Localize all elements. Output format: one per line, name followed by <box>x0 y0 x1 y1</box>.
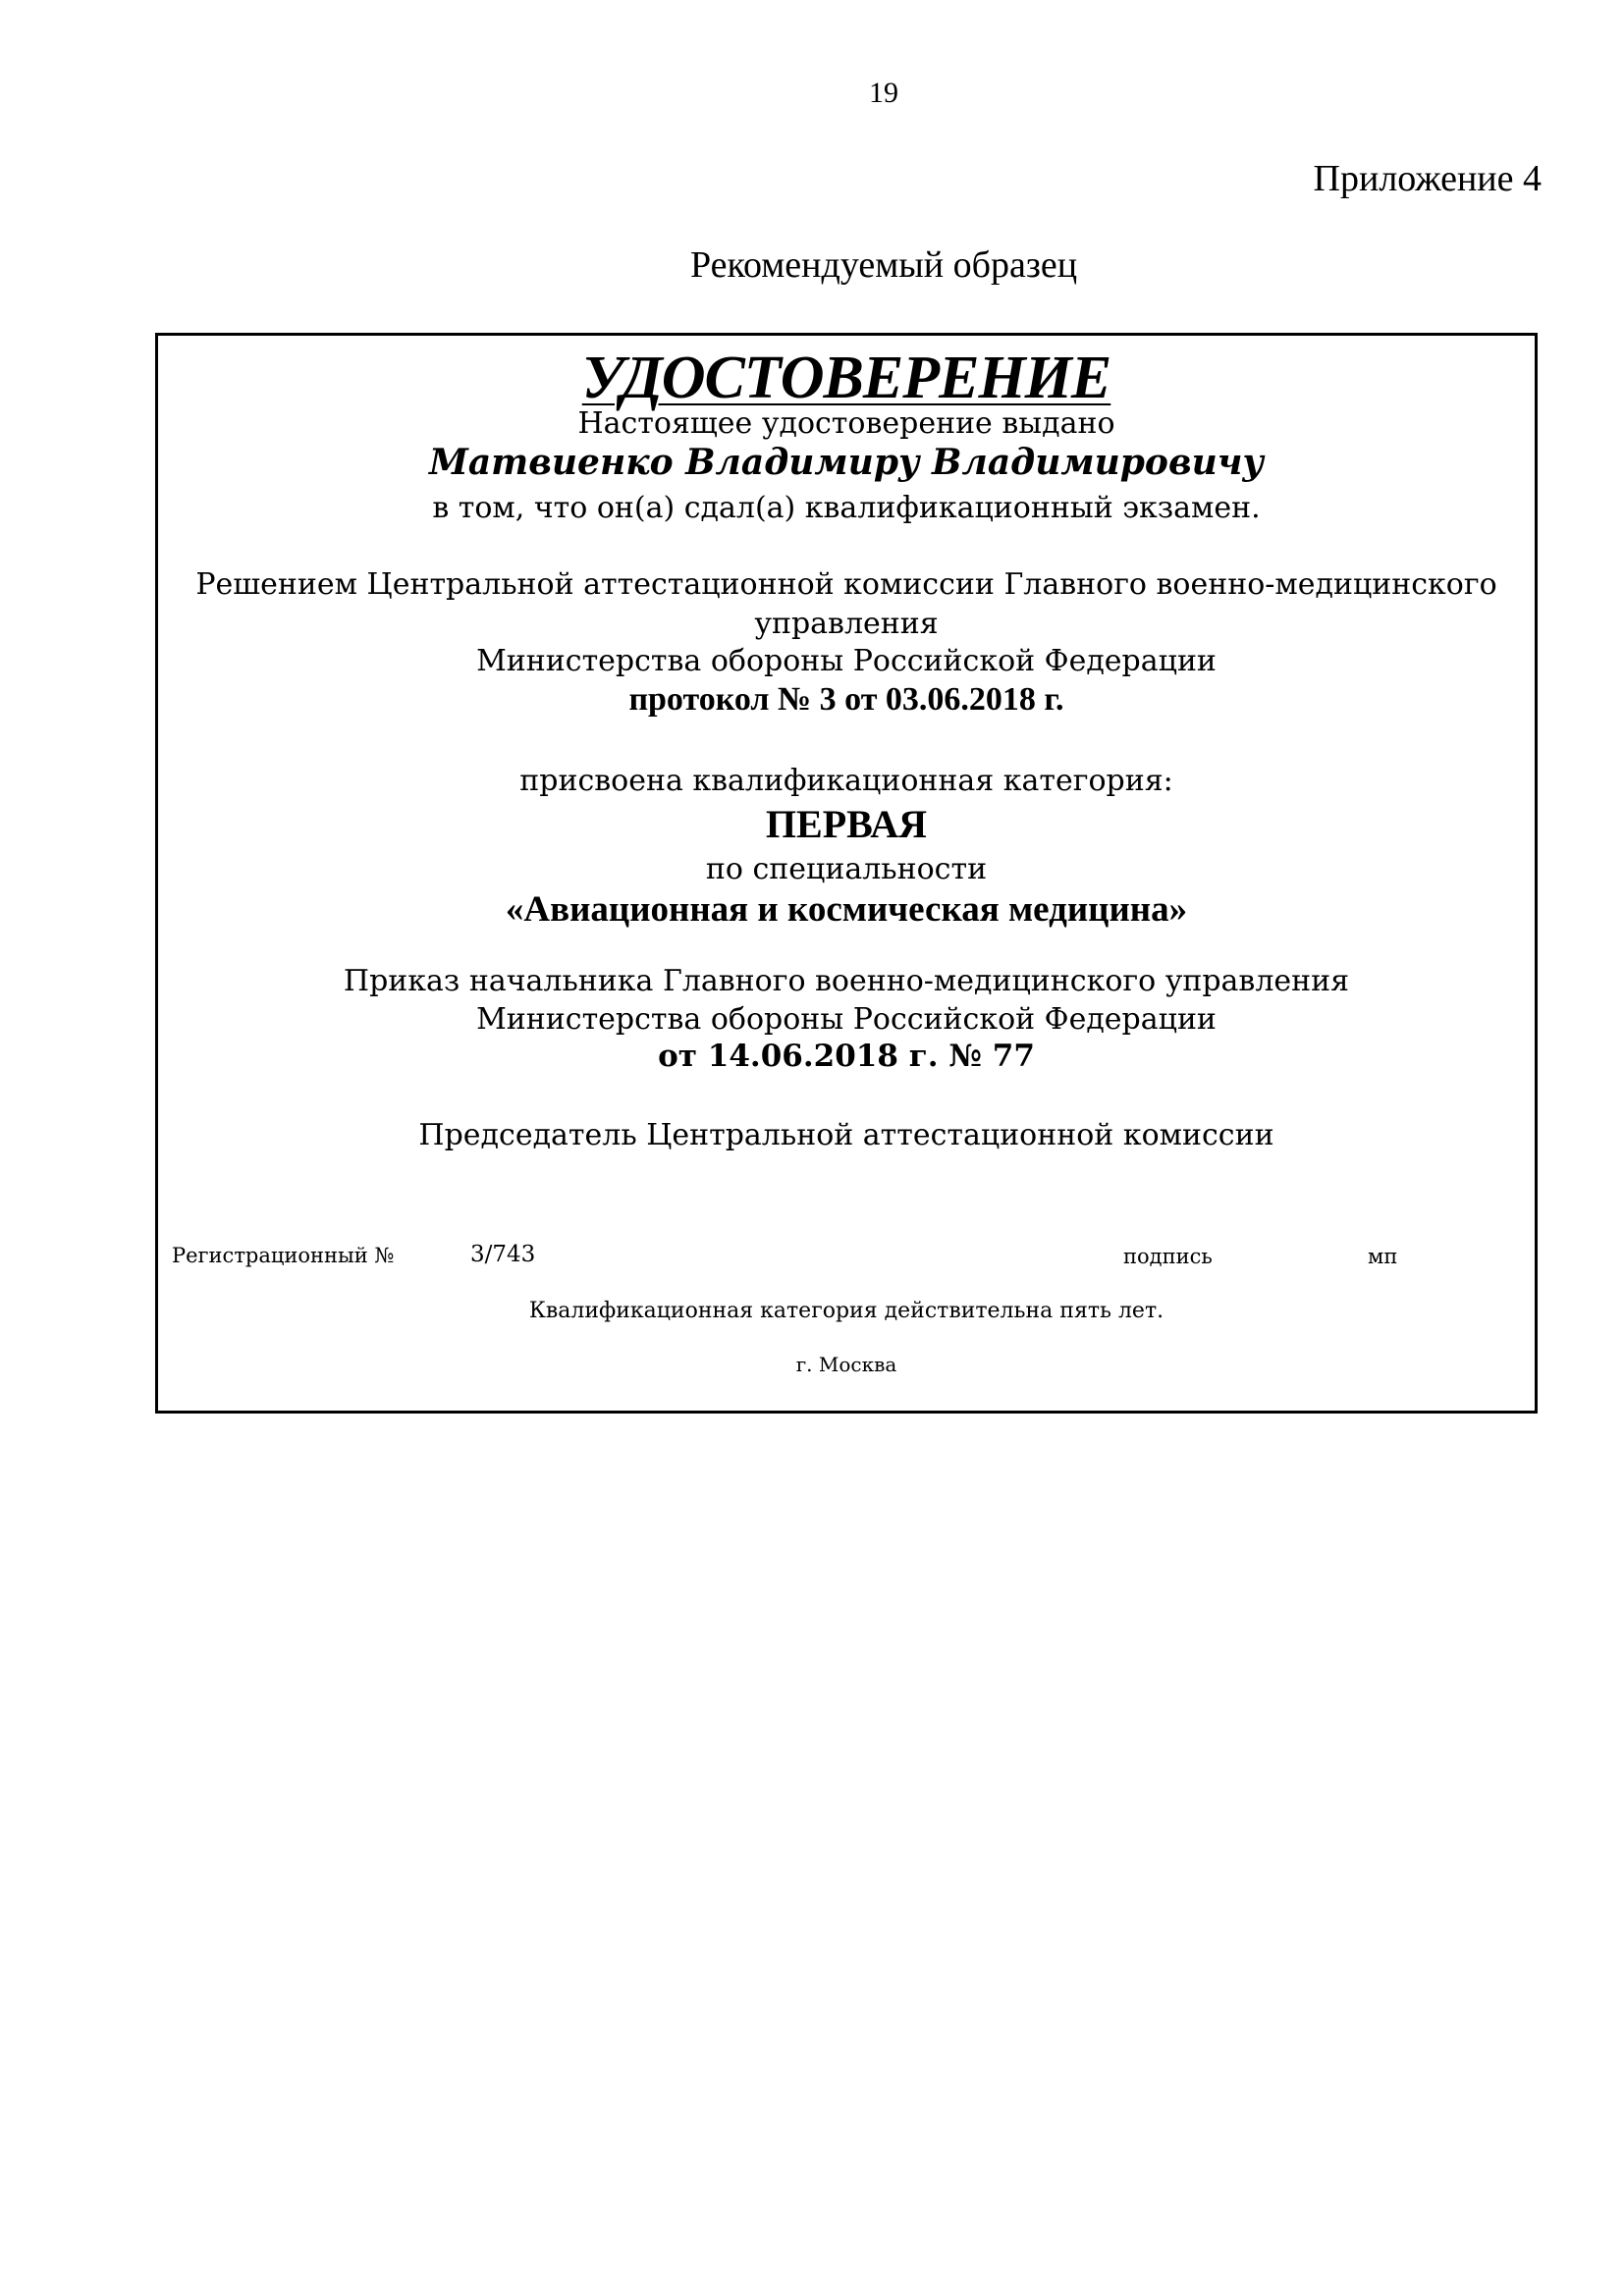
registration-number: 3/743 <box>470 1242 536 1267</box>
order-line-1: Приказ начальника Главного военно-медицинского управления <box>343 964 1350 998</box>
registration-label: Регистрационный № <box>172 1244 395 1267</box>
chairman-line: Председатель Центральной аттестационной комиссии <box>418 1118 1274 1152</box>
protocol-reference: протокол № 3 от 03.06.2018 г. <box>628 681 1064 718</box>
certificate-title: УДОСТОВЕРЕНИЕ <box>581 345 1111 411</box>
category-value: ПЕРВАЯ <box>765 802 928 846</box>
order-line-2: Министерства обороны Российской Федерации <box>476 1002 1217 1037</box>
specialty-label: по специальности <box>705 852 988 886</box>
seal-label: мп <box>1368 1245 1398 1268</box>
specialty-value: «Авиационная и космическая медицина» <box>505 889 1188 930</box>
page-number: 19 <box>869 77 898 109</box>
decision-line-1: Решением Центральной аттестационной комиссии Главного военно-медицинского <box>195 567 1497 602</box>
issued-to-label: Настоящее удостоверение выдано <box>577 406 1115 441</box>
signature-label: подпись <box>1123 1245 1213 1268</box>
sample-label: Рекомендуемый образец <box>689 244 1078 286</box>
validity-note: Квалификационная категория действительна пять лет. <box>528 1299 1164 1323</box>
category-label: присвоена квалификационная категория: <box>519 764 1173 798</box>
recipient-name: Матвиенко Владимиру Владимировичу <box>428 442 1265 483</box>
exam-statement: в том, что он(а) сдал(а) квалификационный экзамен. <box>432 491 1261 525</box>
appendix-label: Приложение 4 <box>1313 158 1542 199</box>
certificate-frame <box>155 333 1538 1414</box>
decision-line-3: Министерства обороны Российской Федерации <box>476 644 1217 678</box>
order-reference: от 14.06.2018 г. № 77 <box>658 1039 1035 1074</box>
decision-line-2: управления <box>754 607 939 641</box>
city: г. Москва <box>795 1353 897 1376</box>
